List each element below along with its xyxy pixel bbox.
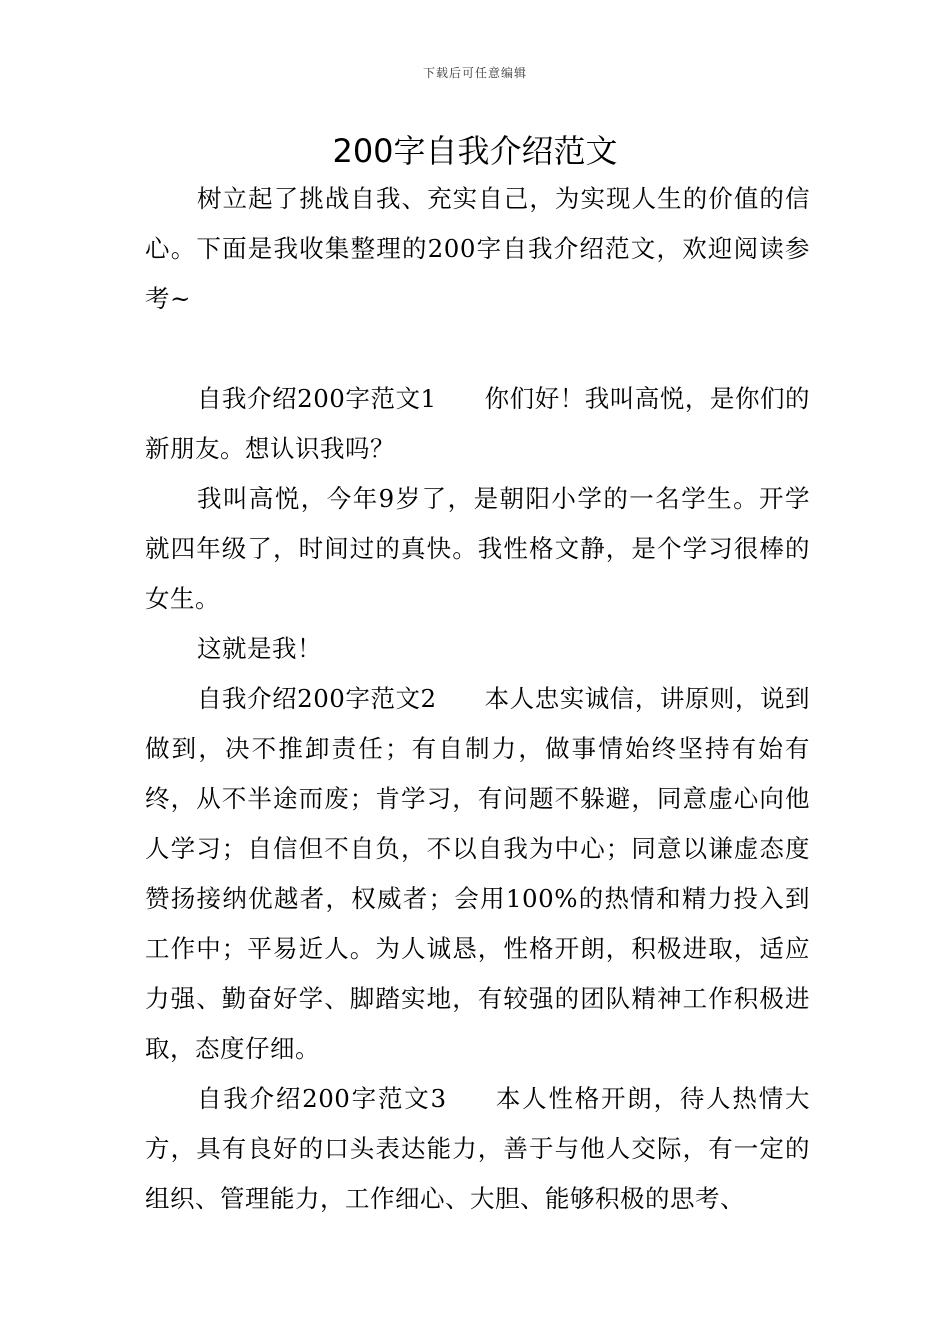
- blank-line: [145, 324, 810, 374]
- document-title: 200字自我介绍范文: [332, 132, 618, 170]
- section-2-text: 本人忠实诚信，讲原则，说到做到，决不推卸责任；有自制力，做事情始终坚持有始有终，从不半途而废；肯学习，有问题不躲避，同意虚心向他人学习；自信但不自负，不以自我为中心；同意以谦虚态度赞扬接纳优越者，权威者；会用100%的热情和精力投入到工作中；平易近人。为人诚恳，性格开朗，积极进取，适应力强、勤奋好学、脚踏实地，有较强的团队精神工作积极进取，态度仔细。: [145, 684, 811, 1063]
- header-note: 下载后可任意编辑: [422, 66, 527, 80]
- section-1-heading: 自我介绍200字范文1: [197, 384, 437, 413]
- section-3-paragraph: [145, 1074, 810, 1224]
- section-3-text: 本人性格开朗，待人热情大方，具有良好的口头表达能力，善于与他人交际，有一定的组织、管理能力，工作细心、大胆、能够积极的思考、: [145, 1084, 810, 1213]
- section-1-paragraph: [145, 374, 810, 474]
- section-1-paragraph-2: 我叫高悦，今年9岁了，是朝阳小学的一名学生。开学就四年级了，时间过的真快。我性格文静，是个学习很棒的女生。: [145, 484, 810, 613]
- section-3-heading: 自我介绍200字范文3: [197, 1084, 447, 1113]
- intro-paragraph: 树立起了挑战自我、充实自己，为实现人生的价值的信心。下面是我收集整理的200字自我介绍范文，欢迎阅读参考~: [145, 184, 810, 313]
- section-2-heading: 自我介绍200字范文2: [197, 684, 437, 713]
- section-1-text: 你们好！我叫高悦，是你们的新朋友。想认识我吗？: [145, 384, 811, 463]
- section-1-paragraph-3: 这就是我！: [197, 634, 322, 663]
- section-2-paragraph: [145, 674, 810, 1074]
- document-body: [145, 174, 810, 1224]
